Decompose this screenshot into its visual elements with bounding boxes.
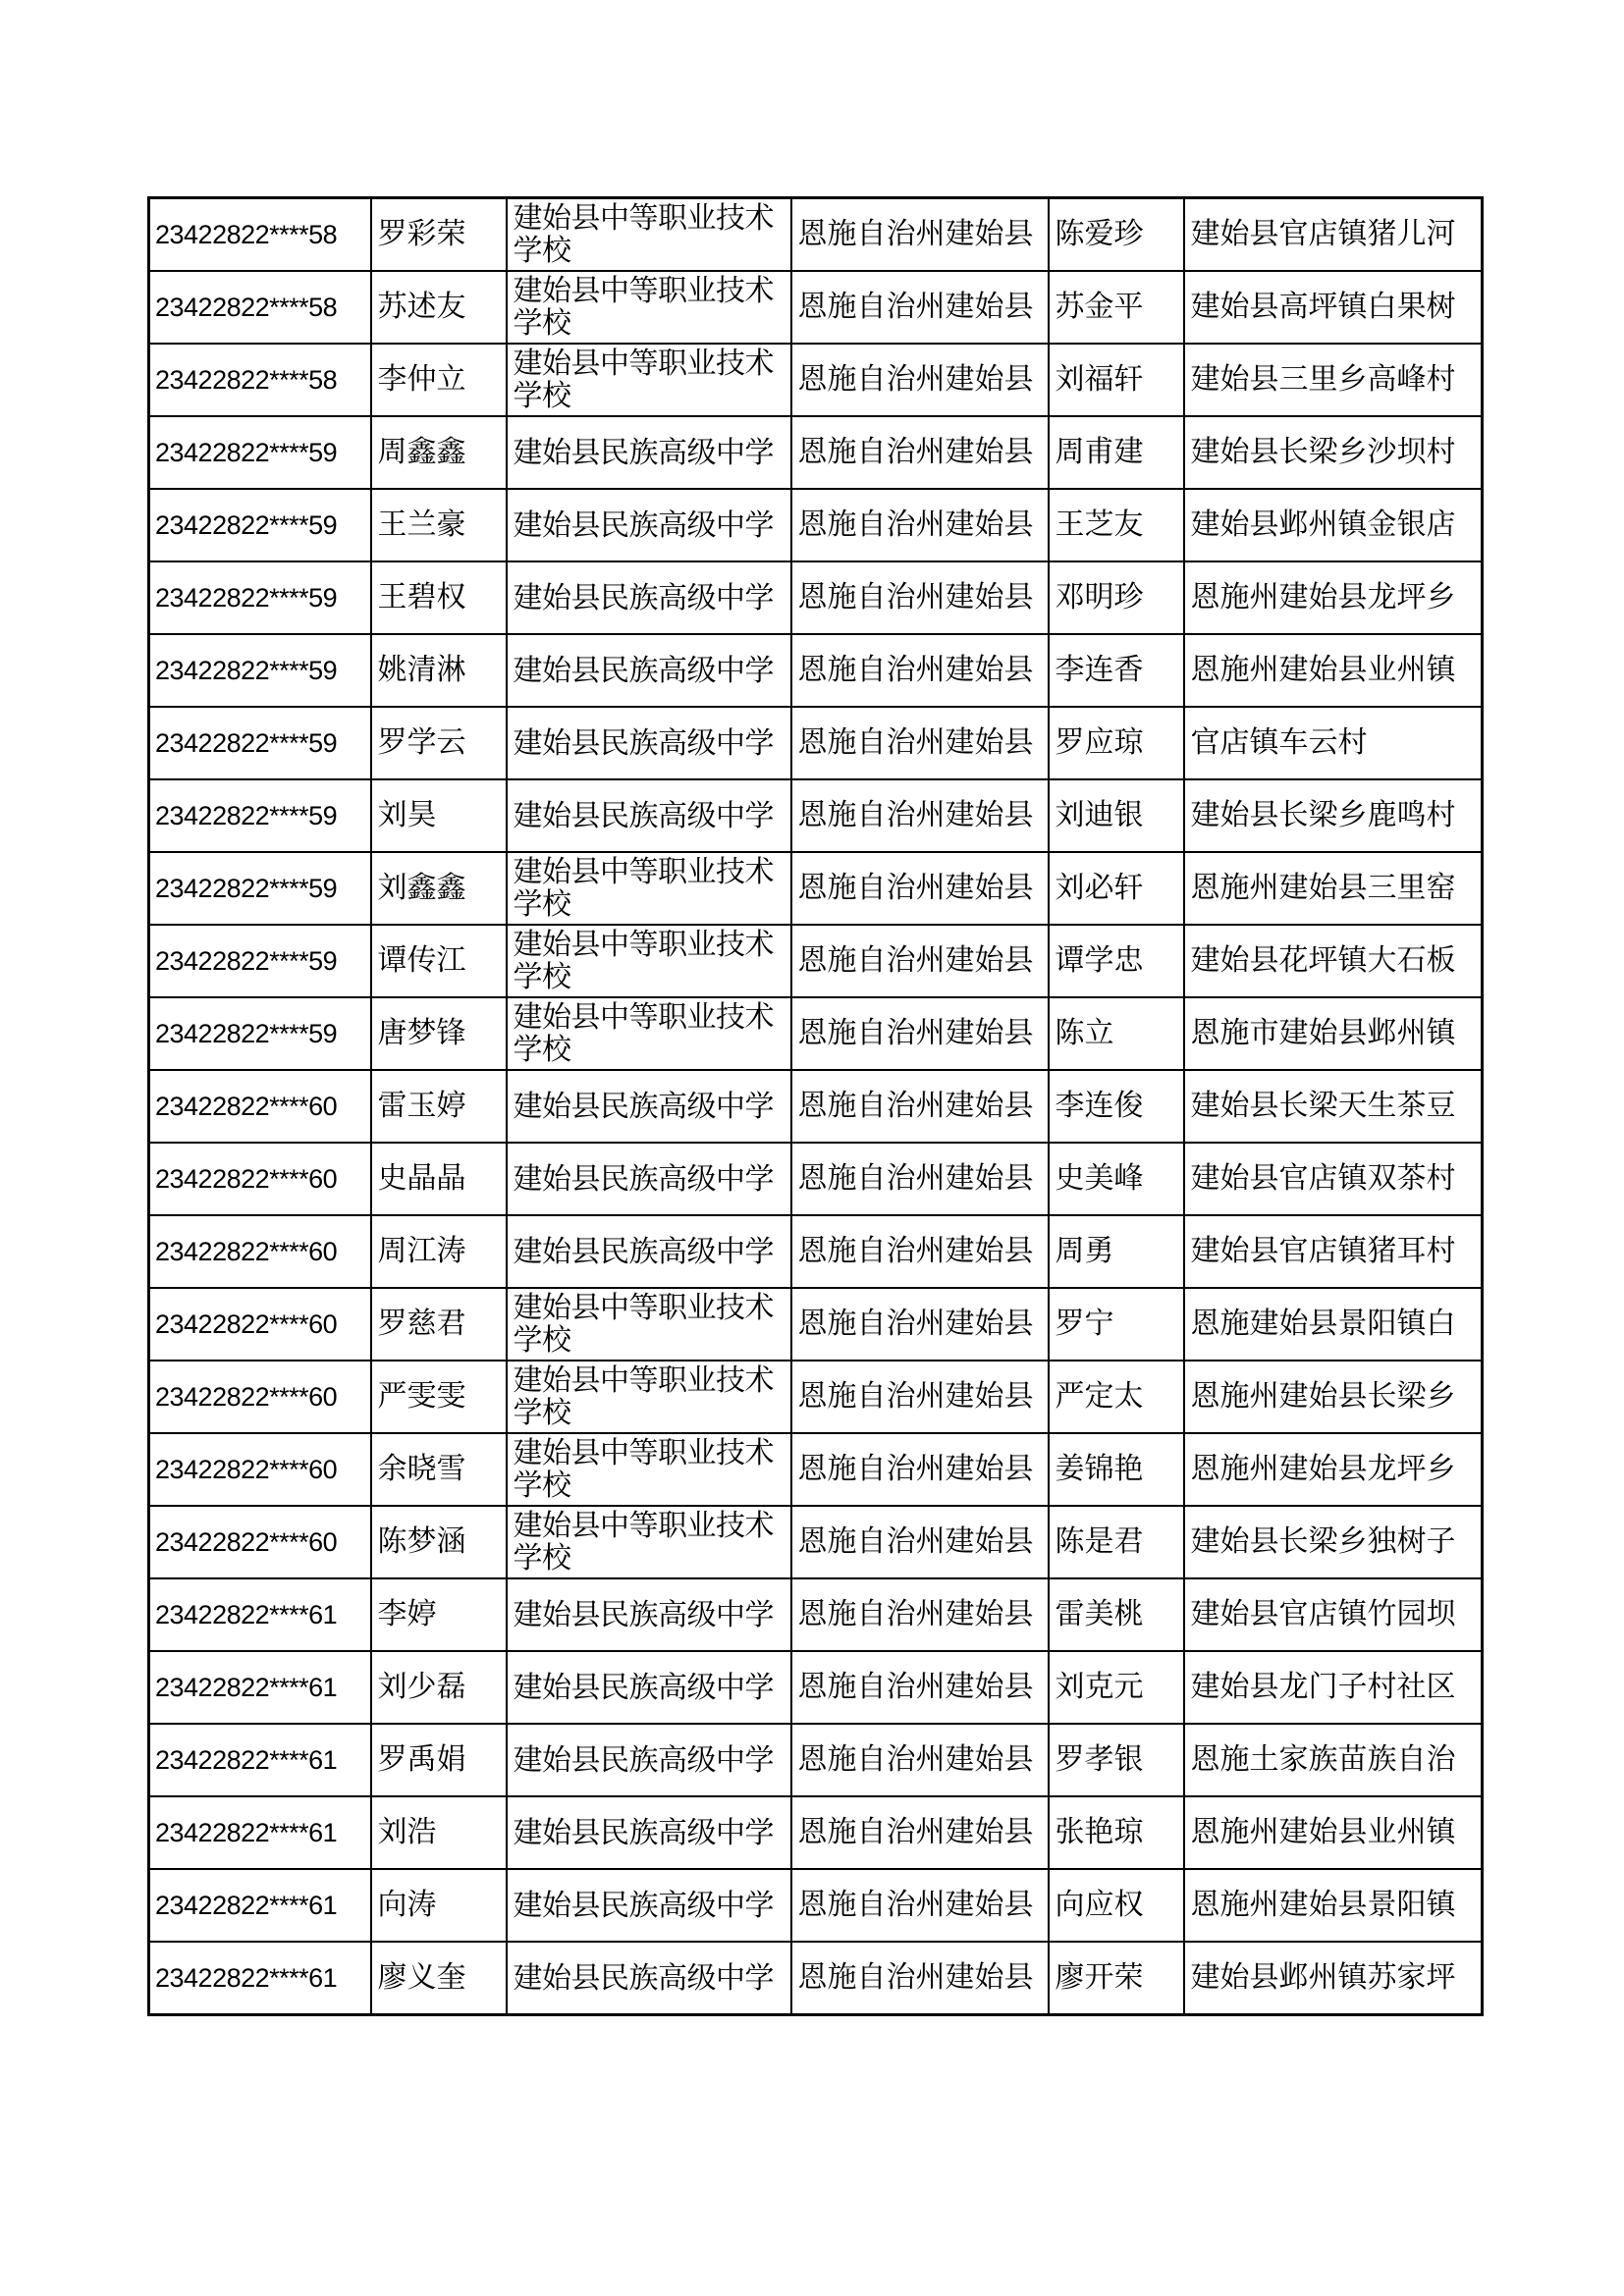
address-cell: 恩施州建始县业州镇 xyxy=(1184,1796,1483,1869)
region-cell: 恩施自治州建始县 xyxy=(791,198,1049,272)
name-cell: 向涛 xyxy=(371,1869,507,1942)
name-cell: 罗禹娟 xyxy=(371,1724,507,1796)
id-cell: 23422822****60 xyxy=(149,1433,371,1506)
address-cell: 建始县长梁乡独树子 xyxy=(1184,1506,1483,1578)
region-cell: 恩施自治州建始县 xyxy=(791,1506,1049,1578)
table-row xyxy=(149,1724,1483,1796)
address-cell: 恩施州建始县三里窑 xyxy=(1184,852,1483,925)
guardian-cell: 陈是君 xyxy=(1049,1506,1184,1578)
address-cell: 恩施州建始县景阳镇 xyxy=(1184,1869,1483,1942)
school-cell: 建始县民族高级中学 xyxy=(507,1724,791,1796)
address-cell: 建始县官店镇竹园坝 xyxy=(1184,1578,1483,1651)
address-cell: 建始县邺州镇金银店 xyxy=(1184,489,1483,561)
guardian-cell: 邓明珍 xyxy=(1049,561,1184,634)
name-cell: 刘少磊 xyxy=(371,1651,507,1724)
guardian-cell: 罗孝银 xyxy=(1049,1724,1184,1796)
region-cell: 恩施自治州建始县 xyxy=(791,271,1049,344)
guardian-cell: 周甫建 xyxy=(1049,416,1184,489)
id-cell: 23422822****61 xyxy=(149,1724,371,1796)
id-cell: 23422822****59 xyxy=(149,852,371,925)
guardian-cell: 刘福轩 xyxy=(1049,344,1184,416)
table-row xyxy=(149,634,1483,707)
id-cell: 23422822****59 xyxy=(149,561,371,634)
address-cell: 恩施土家族苗族自治 xyxy=(1184,1724,1483,1796)
table-row xyxy=(149,416,1483,489)
address-cell: 建始县官店镇双茶村 xyxy=(1184,1143,1483,1215)
table-row xyxy=(149,925,1483,997)
table-row xyxy=(149,1942,1483,2015)
guardian-cell: 苏金平 xyxy=(1049,271,1184,344)
guardian-cell: 刘迪银 xyxy=(1049,779,1184,852)
school-cell: 建始县民族高级中学 xyxy=(507,1578,791,1651)
guardian-cell: 陈爱珍 xyxy=(1049,198,1184,272)
address-cell: 建始县高坪镇白果树 xyxy=(1184,271,1483,344)
school-cell: 建始县民族高级中学 xyxy=(507,707,791,779)
school-cell: 建始县中等职业技术学校 xyxy=(507,271,791,344)
name-cell: 严雯雯 xyxy=(371,1361,507,1433)
table-row xyxy=(149,779,1483,852)
address-cell: 恩施州建始县长梁乡 xyxy=(1184,1361,1483,1433)
region-cell: 恩施自治州建始县 xyxy=(791,1433,1049,1506)
table-row xyxy=(149,1288,1483,1361)
id-cell: 23422822****60 xyxy=(149,1288,371,1361)
school-cell: 建始县中等职业技术学校 xyxy=(507,1433,791,1506)
table-body xyxy=(149,198,1483,2015)
name-cell: 罗彩荣 xyxy=(371,198,507,272)
region-cell: 恩施自治州建始县 xyxy=(791,997,1049,1070)
table-row xyxy=(149,707,1483,779)
school-cell: 建始县中等职业技术学校 xyxy=(507,997,791,1070)
guardian-cell: 李连俊 xyxy=(1049,1070,1184,1143)
table-row xyxy=(149,1215,1483,1288)
table-row xyxy=(149,1361,1483,1433)
address-cell: 建始县长梁乡沙坝村 xyxy=(1184,416,1483,489)
school-cell: 建始县中等职业技术学校 xyxy=(507,1361,791,1433)
address-cell: 恩施州建始县业州镇 xyxy=(1184,634,1483,707)
id-cell: 23422822****59 xyxy=(149,489,371,561)
table-row xyxy=(149,1578,1483,1651)
table-row xyxy=(149,1796,1483,1869)
table-row xyxy=(149,1070,1483,1143)
region-cell: 恩施自治州建始县 xyxy=(791,489,1049,561)
region-cell: 恩施自治州建始县 xyxy=(791,1361,1049,1433)
guardian-cell: 谭学忠 xyxy=(1049,925,1184,997)
id-cell: 23422822****61 xyxy=(149,1578,371,1651)
guardian-cell: 罗宁 xyxy=(1049,1288,1184,1361)
address-cell: 建始县龙门子村社区 xyxy=(1184,1651,1483,1724)
school-cell: 建始县民族高级中学 xyxy=(507,489,791,561)
guardian-cell: 姜锦艳 xyxy=(1049,1433,1184,1506)
table-row xyxy=(149,1433,1483,1506)
region-cell: 恩施自治州建始县 xyxy=(791,1796,1049,1869)
school-cell: 建始县民族高级中学 xyxy=(507,1942,791,2015)
region-cell: 恩施自治州建始县 xyxy=(791,634,1049,707)
school-cell: 建始县民族高级中学 xyxy=(507,1070,791,1143)
region-cell: 恩施自治州建始县 xyxy=(791,1070,1049,1143)
name-cell: 刘昊 xyxy=(371,779,507,852)
region-cell: 恩施自治州建始县 xyxy=(791,1578,1049,1651)
table-row xyxy=(149,344,1483,416)
id-cell: 23422822****61 xyxy=(149,1651,371,1724)
guardian-cell: 张艳琼 xyxy=(1049,1796,1184,1869)
address-cell: 建始县官店镇猪儿河 xyxy=(1184,198,1483,272)
id-cell: 23422822****61 xyxy=(149,1869,371,1942)
table-row xyxy=(149,271,1483,344)
name-cell: 苏述友 xyxy=(371,271,507,344)
region-cell: 恩施自治州建始县 xyxy=(791,925,1049,997)
region-cell: 恩施自治州建始县 xyxy=(791,1288,1049,1361)
region-cell: 恩施自治州建始县 xyxy=(791,1942,1049,2015)
id-cell: 23422822****58 xyxy=(149,344,371,416)
name-cell: 雷玉婷 xyxy=(371,1070,507,1143)
region-cell: 恩施自治州建始县 xyxy=(791,1869,1049,1942)
region-cell: 恩施自治州建始县 xyxy=(791,1724,1049,1796)
guardian-cell: 雷美桃 xyxy=(1049,1578,1184,1651)
region-cell: 恩施自治州建始县 xyxy=(791,1143,1049,1215)
school-cell: 建始县民族高级中学 xyxy=(507,416,791,489)
id-cell: 23422822****58 xyxy=(149,198,371,272)
table-row xyxy=(149,1506,1483,1578)
address-cell: 恩施建始县景阳镇白 xyxy=(1184,1288,1483,1361)
name-cell: 李仲立 xyxy=(371,344,507,416)
guardian-cell: 严定太 xyxy=(1049,1361,1184,1433)
school-cell: 建始县民族高级中学 xyxy=(507,1796,791,1869)
address-cell: 建始县花坪镇大石板 xyxy=(1184,925,1483,997)
name-cell: 王兰豪 xyxy=(371,489,507,561)
region-cell: 恩施自治州建始县 xyxy=(791,561,1049,634)
region-cell: 恩施自治州建始县 xyxy=(791,779,1049,852)
school-cell: 建始县民族高级中学 xyxy=(507,1869,791,1942)
school-cell: 建始县民族高级中学 xyxy=(507,561,791,634)
school-cell: 建始县民族高级中学 xyxy=(507,634,791,707)
name-cell: 周江涛 xyxy=(371,1215,507,1288)
id-cell: 23422822****60 xyxy=(149,1506,371,1578)
guardian-cell: 刘必轩 xyxy=(1049,852,1184,925)
name-cell: 刘鑫鑫 xyxy=(371,852,507,925)
school-cell: 建始县中等职业技术学校 xyxy=(507,1288,791,1361)
guardian-cell: 刘克元 xyxy=(1049,1651,1184,1724)
school-cell: 建始县民族高级中学 xyxy=(507,1215,791,1288)
school-cell: 建始县中等职业技术学校 xyxy=(507,344,791,416)
name-cell: 廖义奎 xyxy=(371,1942,507,2015)
table-row xyxy=(149,1869,1483,1942)
guardian-cell: 罗应琼 xyxy=(1049,707,1184,779)
address-cell: 恩施市建始县邺州镇 xyxy=(1184,997,1483,1070)
id-cell: 23422822****59 xyxy=(149,779,371,852)
address-cell: 恩施州建始县龙坪乡 xyxy=(1184,1433,1483,1506)
guardian-cell: 廖开荣 xyxy=(1049,1942,1184,2015)
name-cell: 刘浩 xyxy=(371,1796,507,1869)
address-cell: 建始县长梁乡鹿鸣村 xyxy=(1184,779,1483,852)
region-cell: 恩施自治州建始县 xyxy=(791,852,1049,925)
id-cell: 23422822****59 xyxy=(149,997,371,1070)
region-cell: 恩施自治州建始县 xyxy=(791,1651,1049,1724)
table-row xyxy=(149,561,1483,634)
name-cell: 史晶晶 xyxy=(371,1143,507,1215)
name-cell: 余晓雪 xyxy=(371,1433,507,1506)
name-cell: 周鑫鑫 xyxy=(371,416,507,489)
school-cell: 建始县民族高级中学 xyxy=(507,779,791,852)
address-cell: 建始县邺州镇苏家坪 xyxy=(1184,1942,1483,2015)
address-cell: 官店镇车云村 xyxy=(1184,707,1483,779)
guardian-cell: 王芝友 xyxy=(1049,489,1184,561)
table-row xyxy=(149,1651,1483,1724)
address-cell: 恩施州建始县龙坪乡 xyxy=(1184,561,1483,634)
address-cell: 建始县官店镇猪耳村 xyxy=(1184,1215,1483,1288)
guardian-cell: 向应权 xyxy=(1049,1869,1184,1942)
address-cell: 建始县三里乡高峰村 xyxy=(1184,344,1483,416)
name-cell: 姚清淋 xyxy=(371,634,507,707)
table-row xyxy=(149,198,1483,272)
table-row xyxy=(149,1143,1483,1215)
id-cell: 23422822****59 xyxy=(149,925,371,997)
id-cell: 23422822****61 xyxy=(149,1942,371,2015)
region-cell: 恩施自治州建始县 xyxy=(791,344,1049,416)
id-cell: 23422822****60 xyxy=(149,1215,371,1288)
name-cell: 王碧权 xyxy=(371,561,507,634)
id-cell: 23422822****60 xyxy=(149,1143,371,1215)
guardian-cell: 周勇 xyxy=(1049,1215,1184,1288)
table-row xyxy=(149,852,1483,925)
region-cell: 恩施自治州建始县 xyxy=(791,1215,1049,1288)
region-cell: 恩施自治州建始县 xyxy=(791,416,1049,489)
name-cell: 唐梦锋 xyxy=(371,997,507,1070)
school-cell: 建始县中等职业技术学校 xyxy=(507,1506,791,1578)
school-cell: 建始县中等职业技术学校 xyxy=(507,925,791,997)
school-cell: 建始县民族高级中学 xyxy=(507,1143,791,1215)
student-table xyxy=(147,196,1484,2016)
region-cell: 恩施自治州建始县 xyxy=(791,707,1049,779)
name-cell: 谭传江 xyxy=(371,925,507,997)
name-cell: 李婷 xyxy=(371,1578,507,1651)
id-cell: 23422822****59 xyxy=(149,707,371,779)
id-cell: 23422822****59 xyxy=(149,634,371,707)
guardian-cell: 陈立 xyxy=(1049,997,1184,1070)
table-row xyxy=(149,489,1483,561)
school-cell: 建始县中等职业技术学校 xyxy=(507,198,791,272)
id-cell: 23422822****58 xyxy=(149,271,371,344)
name-cell: 罗学云 xyxy=(371,707,507,779)
id-cell: 23422822****61 xyxy=(149,1796,371,1869)
guardian-cell: 李连香 xyxy=(1049,634,1184,707)
id-cell: 23422822****60 xyxy=(149,1361,371,1433)
school-cell: 建始县中等职业技术学校 xyxy=(507,852,791,925)
guardian-cell: 史美峰 xyxy=(1049,1143,1184,1215)
id-cell: 23422822****59 xyxy=(149,416,371,489)
table-row xyxy=(149,997,1483,1070)
school-cell: 建始县民族高级中学 xyxy=(507,1651,791,1724)
id-cell: 23422822****60 xyxy=(149,1070,371,1143)
name-cell: 陈梦涵 xyxy=(371,1506,507,1578)
name-cell: 罗慈君 xyxy=(371,1288,507,1361)
address-cell: 建始县长梁天生茶豆 xyxy=(1184,1070,1483,1143)
